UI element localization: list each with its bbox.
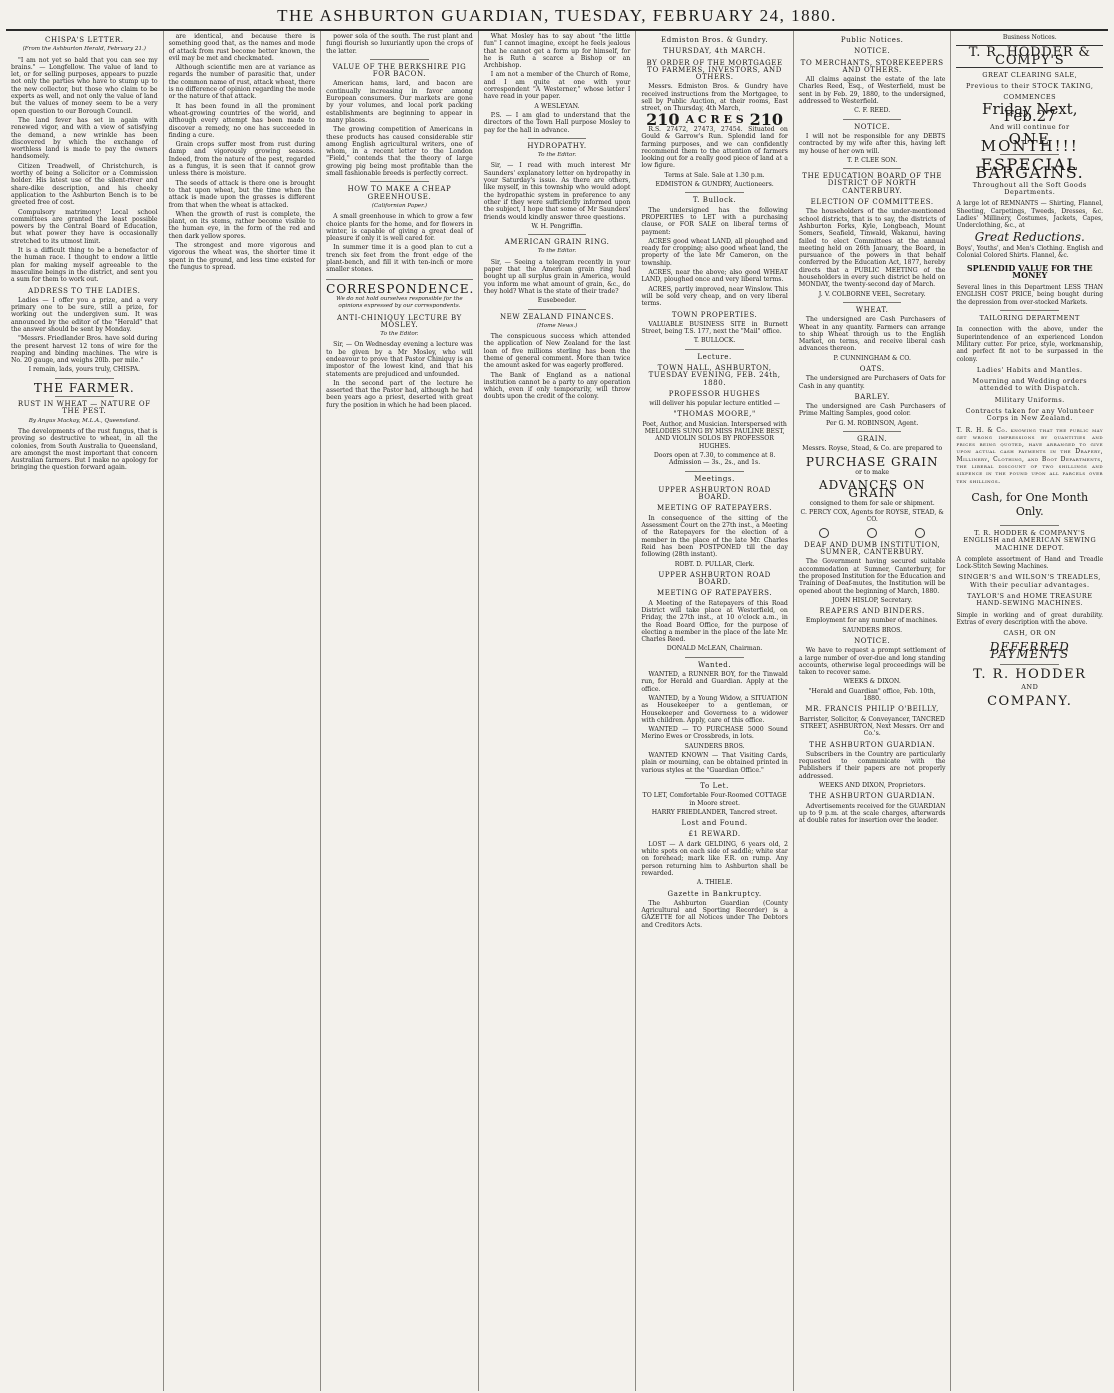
- gazette-header: Gazette in Bankruptcy.: [667, 889, 762, 898]
- signature: A WESLEYAN.: [534, 102, 580, 110]
- boys-paragraph: Boys', Youths', and Men's Clothing. English and Colonial Colored Shirts. Flannel, &c.: [956, 244, 1104, 260]
- greenhouse-subtitle: (Californian Paper.): [371, 202, 428, 209]
- splendid-value: SPLENDID VALUE FOR THE MONEY: [966, 262, 1093, 280]
- divider: [1000, 525, 1059, 526]
- article-paragraph: The Bank of England as a national institution cannot be a party to any operation which, even if only temporarily, will throw doubts upon the credit of the colony.: [483, 371, 631, 401]
- article-paragraph: Sir, — On Wednesday evening a lecture was to be given by a Mr Mosley, who will endeavour to prove that Pastor Chiniquy is an impostor of the lowest kind, and that his statements are prejudiced and unfounded.: [326, 341, 473, 378]
- ad-paragraph: I will not be responsible for any DEBTS contracted by my wife after this, having left my house of her own will.: [798, 132, 946, 155]
- seal-circle-icon: [915, 528, 925, 538]
- edmiston-order: BY ORDER OF THE MORTGAGEE TO FARMERS, INVESTORS, AND OTHERS.: [646, 58, 783, 82]
- bullock-header: T. Bullock.: [692, 196, 737, 205]
- article-paragraph: The seeds of attack is there one is brought to that upon wheat, but the time when the attack is made upon the grasses is different from that when the wheat is attacked.: [168, 179, 316, 209]
- signature: Per G. M. ROBINSON, Agent.: [826, 419, 919, 427]
- anti-lecture-title: ANTI-CHINIQUY LECTURE BY MOSLEY.: [336, 313, 462, 329]
- ad-item: WANTED, a RUNNER BOY, for the Tinwald run, for Herald and Guardian. Apply at the office.: [641, 671, 788, 693]
- meeting-title: UPPER ASHBURTON ROAD BOARD.: [658, 570, 771, 587]
- ad-paragraph: The Government having secured suitable accommodation at Sumner, Canterbury, for the proposed Institution for the Education and Training of Deaf-mutes, the Institution will be opened about the beginning of March, 1880.: [798, 558, 946, 595]
- column-5: [636, 31, 794, 1391]
- signature: A. THIELE.: [696, 879, 733, 887]
- ad-item: WANTED — TO PURCHASE 5000 Sound Merino Ewes or Crossbreds, in lots.: [641, 726, 788, 741]
- article-paragraph: are identical, and because there is something good that, as the names and mode of attack from rust become better known, the evil may be met and checkmated.: [168, 33, 316, 62]
- discount-paragraph: T. R. H. & Co. knowing that the public may get wrong impressions by quantities and prices being quoted, have arranged to give upon actual cash payments in the Drapery, Millinery, Clothing, and Boot Departments, the liberal discount of two shillings and sixpence in the pound upon all parcels over ten shillings.: [956, 426, 1104, 485]
- lecture-title: TOWN HALL, ASHBURTON, TUESDAY EVENING, FEB. 24th, 1880.: [648, 363, 781, 387]
- column-3: [321, 31, 479, 1391]
- wanted-header: Wanted.: [698, 660, 732, 669]
- article-paragraph: Compulsory matrimony! Local school committees are granted the least possible powers by the Central Board of Education, but what power they have is occasionally stretched to its utmost limit.: [11, 208, 158, 245]
- grain-consigned: consigned to them for sale or shipment.: [809, 499, 935, 507]
- wheat-title: WHEAT.: [855, 305, 889, 314]
- column-4: [479, 31, 637, 1391]
- grain-ring-to: To the Editor.: [537, 248, 577, 255]
- divider: [685, 471, 744, 472]
- article-paragraph: "I am not yet so bald that you can see my brains." — Longfellow. The value of land to let, or for selling purposes, appears to puzzle not only the parties who have to stump up to the new collector, but those who claim to be experts as well, and not only the value of land but the values of money seem to be a very open question to our Borough Council.: [11, 56, 158, 115]
- article-paragraph: "Messrs. Friedlander Bros. have sold during the present harvest 12 tons of wire for the reaping and binding machines. The wire is No. 20 gauge, and weighs 20lb. per mile.": [11, 335, 158, 365]
- divider: [55, 378, 114, 379]
- divider: [685, 657, 744, 658]
- divider: [55, 396, 114, 397]
- notice-title: NOTICE.: [854, 47, 891, 56]
- ad-paragraph: The undersigned are Cash Purchasers of Prime Malting Samples, good color.: [798, 403, 946, 418]
- divider: [843, 168, 902, 169]
- article-paragraph: Ladies — I offer you a prize, and a very primary one to be sure, still a prize, for working out the undergiven sum. It was announced by the editor of the "Herald" that the answer should be sent by Monday.: [11, 296, 158, 333]
- notice-title: NOTICE.: [854, 122, 891, 131]
- signature: T. BULLOCK.: [693, 337, 736, 345]
- farmer-title: THE FARMER.: [33, 380, 135, 395]
- ad-paragraph: Subscribers in the Country are particularly requested to communicate with the Publishers if their papers are not properly addressed.: [798, 750, 946, 780]
- signature: C. PERCY COX, Agents for ROYSE, STEAD, & CO.: [800, 509, 944, 524]
- article-paragraph: I am not a member of the Church of Rome, and I am quite at one with your correspondent "A Westerner," whose letter I have read in your paper.: [483, 71, 631, 101]
- military-uniforms: Military Uniforms.: [994, 395, 1065, 404]
- ad-paragraph: We have to request a prompt settlement of a large number of over-due and long standing accounts, otherwise legal proceedings will be taken to recover same.: [798, 647, 946, 677]
- article-paragraph: What Mosley has to say about "the little fun" I cannot imagine, except he feels jealous that he cannot get a form up for himself, for he is Ruth a scarce a Bishop or an Archbishop.: [483, 33, 631, 70]
- cash-one-month: Cash, for One Month Only.: [971, 490, 1089, 518]
- meeting-subtitle: MEETING OF RATEPAYERS.: [657, 504, 773, 513]
- chispa-title: CHISPA'S LETTER.: [45, 36, 124, 44]
- ad-item: ACRES, near the above; also good WHEAT LAND, ploughed once and very liberal terms.: [641, 269, 788, 284]
- anti-lecture-to: To the Editor.: [380, 331, 419, 338]
- great-reductions: Great Reductions.: [974, 229, 1085, 244]
- correspondence-note: We do not hold ourselves responsible for the opinions expressed by our correspondents.: [336, 295, 463, 310]
- vr-seal: [819, 528, 926, 538]
- address-title: ADDRESS TO THE LADIES.: [28, 286, 141, 295]
- ad-paragraph: The undersigned has the following PROPERTIES to LET with a purchasing clause, or FOR SALE on liberal terms of payment:: [641, 206, 788, 236]
- grain-or: or to make: [855, 468, 890, 476]
- acres-banner: [641, 109, 788, 129]
- to-let-header: To Let.: [700, 781, 729, 790]
- friday-date: Friday Next, Feb.27: [982, 99, 1078, 126]
- divider: [528, 234, 587, 235]
- oats-title: OATS.: [859, 364, 885, 373]
- column-1: [6, 31, 164, 1391]
- divider: [685, 192, 744, 193]
- town-properties-title: TOWN PROPERTIES.: [671, 310, 758, 319]
- article-paragraph: The growing competition of Americans in these products has caused considerable stir among English agricultural writers, one of whom, in a recent letter to the London "Field," contends that the theory of large growing pig being most profitable than the small fashionable breeds is perfectly correct.: [326, 126, 473, 178]
- article-paragraph: The conspicuous success which attended the application of New Zealand for the last loan of five millions sterling has been the theme of general comment. More than twice the amount asked for was eagerly proffered.: [483, 333, 631, 370]
- company-footer: COMPANY.: [987, 693, 1073, 709]
- notice-subtitle: TO MERCHANTS, STOREKEEPERS AND OTHERS.: [800, 58, 944, 74]
- ad-paragraph: In consequence of the sitting of the Assessment Court on the 27th inst., a Meeting of the Ratepayers for the election of a member in the place of the late Mr. Charles Reid has been POSTPONED till the day following (28th instant).: [641, 514, 788, 559]
- signature: C. F. REED.: [854, 107, 891, 115]
- ad-paragraph: Messrs. Royse, Stead, & Co. are prepared to: [802, 445, 943, 453]
- signature: ROBT. D. PULLAR, Clerk.: [674, 560, 755, 568]
- divider: [843, 302, 902, 303]
- one-month: ONE MONTH!!!: [980, 129, 1079, 155]
- taylor-machines: TAYLOR'S and HOME TREASURE HAND-SEWING MACHINES.: [966, 592, 1093, 608]
- article-paragraph: It is a difficult thing to be a benefactor of the human race. I thought to endow a little plan for making myself agreeable to the masculine beings in the district, and sent you a sum for them to work out.: [11, 247, 158, 284]
- lecture-doors: Doors open at 7.30, to commence at 8. Admission — 3s., 2s., and 1s.: [653, 451, 776, 467]
- signature: SAUNDERS BROS.: [684, 742, 745, 750]
- ad-paragraph: All claims against the estate of the late Charles Reed, Esq., of Westerfield, must be sent in by Feb. 29, 1880, to the undersigned, addressed to Westerfield.: [798, 76, 946, 106]
- columns: [6, 31, 1108, 1391]
- sewing-machine-title: T. R. HODDER & COMPANY'S ENGLISH and AMERICAN SEWING MACHINE DEPOT.: [963, 528, 1097, 552]
- hydropathy-to: To the Editor.: [537, 152, 577, 159]
- edmiston-header: Edmiston Bros. & Gundry.: [661, 36, 769, 44]
- remnants-paragraph: A large lot of REMNANTS — Shirting, Flannel, Sheeting, Carpetings, Tweeds, Dresses, &c. Ladies' Millinery, Costumes, Jackets, Capes, Underclothing, &c., at: [956, 200, 1104, 230]
- divider: [370, 59, 429, 60]
- signature: P. CUNNINGHAM & CO.: [833, 354, 911, 362]
- divider: [843, 119, 902, 120]
- obeilly-title: MR. FRANCIS PHILIP O'BEILLY,: [805, 705, 939, 714]
- ad-item: ACRES, partly improved, near Winslow. This will be sold very cheap, and on very liberal terms.: [641, 285, 788, 308]
- divider: [326, 279, 473, 280]
- grain-title: GRAIN.: [857, 435, 888, 444]
- ad-paragraph: R.S. 27472, 27473, 27454. Situated on Gould & Garrow's Run. Splendid land for farming purposes, and we can confidently recommend them to the attention of farmers looking out for a really good piece of land at a low figure.: [641, 125, 788, 170]
- notice-date: "Herald and Guardian" office, Feb. 10th, 1880.: [808, 687, 936, 703]
- edmiston-date: THURSDAY, 4th MARCH.: [663, 47, 766, 56]
- education-board-title: THE EDUCATION BOARD OF THE DISTRICT OF NORTH CANTERBURY.: [802, 172, 943, 195]
- ad-paragraph: The undersigned are Cash Purchasers of Wheat in any quantity. Farmers can arrange to ship Wheat through us to the English Market, on terms, and receive liberal cash advances thereon.: [798, 316, 946, 353]
- article-paragraph: The land fever has set in again with renewed vigor, and with a view of satisfying the demand, a new wrinkle has been discovered by which the exchange of worthless land is made to pay the owners handsomely.: [11, 116, 158, 161]
- education-board-subtitle: ELECTION OF COMMITTEES.: [810, 198, 934, 207]
- lost-reward: £1 REWARD.: [688, 830, 741, 839]
- notice-title: NOTICE.: [854, 637, 891, 645]
- grain-ring-title: AMERICAN GRAIN RING.: [504, 238, 610, 247]
- simple-paragraph: Simple in working and of great durability. Extras of every description with the above.: [956, 611, 1104, 626]
- ad-paragraph: The householders of the under-mentioned school districts, that is to say, the districts of Ashburton Forks, Kyle, Longbeach, Mount Somers, Seafield, Tinwald, Wakanui, having failed to elect Committees at the annual meeting held on 26th January, the Board, in pursuance of the powers in that behalf conferred by the Education Act, 1877, hereby directs that a PUBLIC MEETING of the householders in every such district be held on MONDAY, the twenty-second day of March.: [798, 208, 946, 289]
- and-word: AND: [1021, 683, 1039, 692]
- barley-title: BARLEY.: [854, 392, 890, 401]
- article-paragraph: In summer time it is a good plan to cut a trench six feet from the front edge of the plant-bench, and fill it with ten-inch or more smaller stones.: [326, 244, 473, 274]
- ad-item: WANTED, by a Young Widow, a SITUATION as Housekeeper to a gentleman, or Housekeeper and Governess to a widower with children. Apply, care of this office.: [641, 694, 788, 724]
- mourning: Mourning and Wedding orders attended to with Dispatch.: [972, 377, 1088, 393]
- tailoring-department: TAILORING DEPARTMENT: [979, 314, 1080, 323]
- pig-title: VALUE OF THE BERKSHIRE PIG FOR BACON.: [332, 62, 467, 79]
- article-paragraph: Grain crops suffer most from rust during damp and vigorously growing seasons. Indeed, from the nature of the pest, regarded as a fungus, it is seen that it cannot grow unless there is moisture.: [168, 141, 316, 178]
- ladies-habits: Ladies' Habits and Mantles.: [976, 365, 1083, 374]
- hydropathy-title: HYDROPATHY.: [527, 141, 587, 150]
- lecture-header: Lecture.: [697, 352, 732, 361]
- article-paragraph: Sir, — Seeing a telegram recently in your paper that the American grain ring had bought up all surplus grain in America, would you inform me what amount of grain, &c., do they hold? What is the state of their trade?: [483, 258, 631, 295]
- farmer-subtitle: RUST IN WHEAT — NATURE OF THE PEST.: [17, 400, 151, 416]
- nz-finances-title: NEW ZEALAND FINANCES.: [499, 312, 615, 321]
- obeilly-details: Barrister, Solicitor, & Conveyancer, TANCRED STREET, ASHBURTON, Next Messrs. Orr and Co.'s.: [799, 715, 945, 738]
- meeting-subtitle: MEETING OF RATEPAYERS.: [657, 589, 773, 598]
- guardian-title: THE ASHBURTON GUARDIAN.: [809, 792, 936, 801]
- meeting-title: UPPER ASHBURTON ROAD BOARD.: [658, 485, 771, 502]
- greenhouse-title: HOW TO MAKE A CHEAP GREENHOUSE.: [347, 185, 452, 201]
- especial-bargains: ESPECIAL BARGAINS.: [975, 155, 1085, 182]
- acres-label: A C R E S: [685, 112, 744, 126]
- ad-paragraph: The undersigned are Purchasers of Oats for Cash in any quantity.: [798, 375, 946, 390]
- divider: [685, 778, 744, 779]
- column-7-hodder-ad: [951, 31, 1108, 1391]
- chispa-source: (From the Ashburton Herald, February 21.): [22, 46, 146, 53]
- article-paragraph: Although scientific men are at variance as regards the number of parasitic that, under the common name of rust, attack wheat, there is no difference of opinion regarding the mode or the nature of that attack.: [168, 64, 316, 101]
- divider: [528, 138, 587, 139]
- lecture-professor: PROFESSOR HUGHES: [668, 389, 761, 398]
- acres-number: 210: [749, 109, 784, 129]
- crown-icon: [867, 528, 877, 538]
- signature: I remain, lads, yours truly, CHISPA.: [28, 366, 140, 374]
- masthead: THE ASHBURTON GUARDIAN, TUESDAY, FEBRUARY 24, 1880.: [6, 4, 1108, 31]
- ad-item: LOST — A dark GELDING, 6 years old, 2 white spots on each side of saddle; white star on forehead; mark like F.R. on rump. Any person returning him to Ashburton shall be rewarded.: [641, 840, 788, 877]
- lecture-name: "THOMAS MOORE,": [673, 410, 756, 419]
- nz-finances-subtitle: (Home News.): [536, 322, 578, 329]
- ad-paragraph: Advertisements received for the GUARDIAN up to 9 p.m. at the scale charges, afterwards at double rates for insertion over the leader.: [798, 802, 946, 825]
- divider: [370, 181, 429, 182]
- ad-terms: Terms at Sale. Sale at 1.30 p.m.: [664, 171, 765, 179]
- ad-paragraph: Employment for any number of machines.: [805, 617, 938, 625]
- acres-number: 210: [646, 109, 680, 129]
- divider: [1000, 310, 1059, 311]
- signature: WEEKS & DIXON.: [843, 678, 901, 686]
- ad-item: The Ashburton Guardian (County Agricultural and Sporting Recorder) is a GAZETTE for all Notices under The Debtors and Creditors Acts.: [641, 899, 788, 929]
- cash-or-on: CASH, OR ON: [1003, 629, 1057, 638]
- business-notices-header: Business Notices.: [1002, 34, 1057, 41]
- lecture-will: will deliver his popular lecture entitled —: [649, 400, 780, 408]
- singer-treadles: SINGER'S and WILSON'S TREADLES, With their peculiar advantages.: [958, 573, 1101, 589]
- column-2: [164, 31, 322, 1391]
- ad-item: TO LET, Comfortable Four-Roomed COTTAGE in Moore street.: [642, 792, 787, 807]
- signature: W. H. Pengriffin.: [531, 222, 583, 230]
- hodder-name: T. R. HODDER & COMPY'S: [956, 45, 1103, 68]
- public-notices-header: Public Notices.: [840, 36, 904, 44]
- signature: HARRY FRIEDLANDER, Tancred street.: [651, 808, 778, 816]
- correspondence-title: CORRESPONDENCE.: [326, 281, 475, 296]
- lost-header: Lost and Found.: [681, 819, 748, 828]
- commences: COMMENCES: [1003, 93, 1057, 102]
- lecture-details: Poet, Author, and Musician. Interspersed with MELODIES SUNG BY MISS PAULINE BEST, AND VIOLIN SOLOS BY PROFESSOR HUGHES.: [642, 420, 787, 450]
- signature: EDMISTON & GUNDRY, Auctioneers.: [655, 181, 774, 189]
- article-paragraph: A small greenhouse in which to grow a few choice plants for the home, and for flowers in winter, is capable of giving a great deal of pleasure if only it is well cared for.: [326, 213, 473, 243]
- reapers-title: REAPERS AND BINDERS.: [819, 607, 925, 616]
- article-paragraph: It has been found in all the prominent wheat-growing countries of the world, and although every attempt has been made to discover a remedy, no one has succeeded in finding a cure.: [168, 102, 316, 139]
- article-paragraph: Citizen Treadwell, of Christchurch, is worthy of being a Solicitor or a Commission holder. His latest use of the silent-river and share-dike description, and his cheeky application to the Ashburton Bench is to be greeted free of cost.: [11, 162, 158, 207]
- divider: [528, 309, 587, 310]
- divider: [685, 349, 744, 350]
- tailoring-paragraph: In connection with the above, under the Superintendence of an experienced London Military cutter. For price, style, workmanship, and perfect fit not to be surpassed in the colony.: [956, 326, 1104, 363]
- signature: WEEKS AND DIXON, Proprietors.: [818, 782, 926, 790]
- contracts: Contracts taken for any Volunteer Corps in New Zealand.: [965, 406, 1095, 423]
- signature: T. P. CLEE SON.: [847, 156, 898, 164]
- column-6: [794, 31, 952, 1391]
- meetings-header: Meetings.: [694, 474, 735, 483]
- soft-goods: Throughout all the Soft Goods Departments.: [972, 180, 1087, 197]
- machine-paragraph: A complete assortment of Hand and Treadle Lock-Stitch Sewing Machines.: [956, 555, 1104, 571]
- signature: DONALD McLEAN, Chairman.: [666, 645, 763, 653]
- divider: [843, 431, 902, 432]
- deaf-title: DEAF AND DUMB INSTITUTION, SUMNER, CANTERBURY.: [804, 540, 941, 557]
- several-lines: Several lines in this Department LESS THAN ENGLISH COST PRICE, being bought during the depression from over-stocked Markets.: [956, 284, 1104, 306]
- clearing-sale: GREAT CLEARING SALE,: [982, 70, 1078, 79]
- article-paragraph: The developments of the rust fungus, that is proving so destructive to wheat, in all the colonies, from South Australia to Queensland, are amongst the most important that concern Australian farmers. But I make no apology for bringing the question forward again.: [11, 427, 158, 472]
- article-paragraph: When the growth of rust is complete, the plant, on its stems, rather become visible to the human eye, in the form of the red and then dark yellow spores.: [168, 210, 316, 240]
- article-paragraph: American hams, lard, and bacon are continually increasing in favor among European consumers. Our markets are gone by your volumes, and local pork packing establishments are beginning to appear in many places.: [326, 80, 473, 124]
- article-paragraph: In the second part of the lecture he asserted that the Pastor had, although he had been years ago a priest, deserted with great fury the position in which he had been placed.: [326, 379, 473, 409]
- signature: J. V. COLBORNE VEEL, Secretary.: [818, 290, 926, 298]
- continue: And will continue for: [989, 123, 1070, 132]
- ad-item: WANTED KNOWN — That Visiting Cards, plain or mourning, can be obtained printed in various styles at the "Guardian Office.": [641, 752, 788, 774]
- ad-paragraph: A Meeting of the Ratepayers of this Road District will take place at Westerfield, on Friday, the 27th inst., at 10 o'clock a.m., in the Road Board Office, for the purpose of electing a member in the place of the late Mr. Charles Reed.: [641, 599, 788, 644]
- signature: JOHN HISLOP, Secretary.: [832, 596, 913, 604]
- signature: Eusebeeder.: [537, 297, 577, 305]
- article-paragraph: power sola of the south. The rust plant and fungi flourish so luxuriantly upon the crops of the latter.: [326, 33, 473, 55]
- seal-circle-icon: [819, 528, 829, 538]
- ad-item: VALUABLE BUSINESS SITE in Burnett Street, being T.S. 177, next the "Mail" office.: [641, 320, 788, 336]
- guardian-title: THE ASHBURTON GUARDIAN.: [809, 740, 936, 749]
- divider: [1000, 664, 1059, 665]
- purchase-grain-banner: PURCHASE GRAIN: [805, 454, 939, 469]
- signature: SAUNDERS BROS.: [842, 626, 903, 634]
- deferred-payments: DEFERRED PAYMENTS: [989, 639, 1070, 661]
- hodder-footer: T. R. HODDER: [973, 667, 1087, 683]
- ad-item: ACRES good wheat LAND, all ploughed and ready for cropping; also good wheat land, the property of the late Mr Cameron, on the township.: [641, 237, 788, 267]
- article-paragraph: The strongest and more vigorous and vigorous the wheat was, the shorter time it spent in the ground, and less time existed for the fungus to spread.: [168, 242, 316, 271]
- ad-paragraph: Messrs. Edmiston Bros. & Gundry have received instructions from the Mortgagee, to sell by Public Auction, at their rooms, East street, on Thursday, 4th March,: [641, 83, 788, 113]
- article-paragraph: P.S. — I am glad to understand that the directors of the Town Hall purpose Mosley to pay for the hall in advance.: [483, 111, 631, 134]
- article-paragraph: Sir, — I read with much interest Mr Saunders' explanatory letter on hydropathy in your Saturday's issue. As there are others, like myself, in this township who would adopt the hydropathic system in preference to any other if they were sufficiently informed upon the subject, I hope that some of Mr Saunders' friends would kindly answer three questions.: [483, 162, 631, 221]
- farmer-author: By Angus Mackay, M.L.A., Queensland.: [28, 417, 140, 424]
- advances-banner: ADVANCES ON GRAIN: [818, 478, 926, 500]
- stock-taking: Previous to their STOCK TAKING,: [966, 82, 1094, 91]
